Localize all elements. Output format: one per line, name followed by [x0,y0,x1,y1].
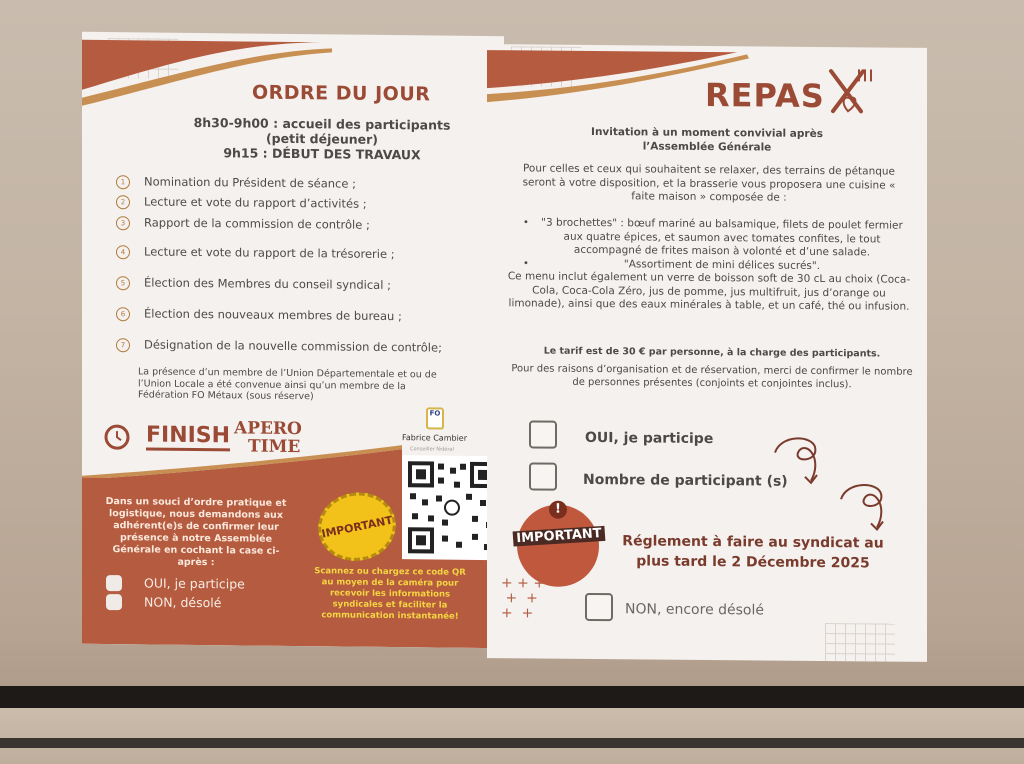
important-badge: IMPORTANT [312,486,402,568]
menu-bullet: "Assortiment de mini délices sucrés". [623,258,821,272]
presence-note: La présence d’un membre de l’Union Départementale et ou de l’Union Locale a été convenue ainsi qu’un membre de la Fédération FO Métaux (sous réserve) [138,366,437,403]
invitation-line: l’Assemblée Générale [642,140,772,154]
page-title: REPAS [705,75,825,116]
agenda-item: 3 Rapport de la commission de contrôle ; [116,215,370,232]
bullet-marker: • [523,258,529,270]
yes-checkbox[interactable] [529,420,557,448]
menu-drinks-paragraph: Ce menu inclut également un verre de boisson soft de 30 cL au choix (Coca-Cola, Coca-Cola Zéro, jus de pomme, jus multifruit, jus d’orange ou limonade), ainsi que des eaux minérales à table, et un café, thé ou infusion. [507,270,911,313]
contact-name: Fabrice Cambier [402,433,468,443]
count-checkbox[interactable] [529,462,557,490]
yes-checkbox[interactable] [106,575,122,591]
left-page [82,32,504,648]
curly-arrow-icon [837,479,907,536]
no-checkbox[interactable] [585,593,613,621]
important-label: IMPORTANT [513,526,606,547]
fork-knife-heart-icon [823,67,873,121]
yes-option-label: OUI, je participe [144,575,245,592]
yes-option-label: OUI, je participe [585,429,714,448]
screen-frame [0,686,1024,708]
agenda-item: 6 Élection des nouveaux membres de bureau ; [116,306,402,323]
floor-area [0,708,1024,764]
agenda-item: 7 Désignation de la nouvelle commission de contrôle; [116,337,442,355]
bullet-marker: • [523,217,529,229]
payment-deadline-line: Réglement à faire au syndicat au [622,533,884,552]
no-option-label: NON, désolé [144,594,222,611]
schedule-line: (petit déjeuner) [265,130,379,147]
page-title: ORDRE DU JOUR [252,81,431,106]
qr-instructions: Scannez ou chargez ce code QR au moyen de la caméra pour recevoir les informations syndicales et faciliter la communication instantanée! [314,566,466,622]
price-line: Le tarif est de 30 € par personne, à la charge des participants. [543,345,881,360]
exclamation-icon: ! [549,501,567,519]
schedule-line: 9h15 : DÉBUT DES TRAVAUX [223,145,421,163]
apero-time-label: APERO TIME [234,418,302,458]
intro-paragraph: Pour celles et ceux qui souhaitent se relaxer, des terrains de pétanque seront à votre disposition, et la brasserie vous proposera une cuisine « faite maison » composée de : [522,162,896,204]
no-option-label: NON, encore désolé [625,601,764,619]
sparkle-decoration: + + + + + + + [501,575,546,622]
fo-logo: FO [426,407,444,429]
right-page [487,44,927,662]
menu-bullet: "3 brochettes" : bœuf mariné au balsamique, filets de poulet fermier aux quatre épices, et saumon avec tomates confites, le tout accompagné de frites maison à volonté et d’une salade. [541,216,903,259]
agenda-item: 5 Élection des Membres du conseil syndical ; [116,275,391,292]
no-checkbox[interactable] [106,594,122,610]
agenda-item: 2 Lecture et vote du rapport d’activités ; [116,194,367,211]
finish-label: FINISH [146,422,230,451]
agenda-item: 1 Nomination du Président de séance ; [116,174,356,191]
grid-decoration [825,623,895,662]
reservation-paragraph: Pour des raisons d’organisation et de réservation, merci de confirmer le nombre de personnes présentes (conjoints et conjointes inclus). [511,363,913,391]
payment-deadline-line: plus tard le 2 Décembre 2025 [636,553,870,572]
confirm-instructions: Dans un souci d’ordre pratique et logistique, nous demandons aux adhérent(e)s de confirmer leur présence à notre Assemblée Générale en cochant la case ci-après : [105,496,287,569]
screen-frame-edge [0,738,1024,748]
agenda-item: 4 Lecture et vote du rapport de la trésorerie ; [116,244,395,261]
count-option-label: Nombre de participant (s) [583,471,788,490]
invitation-line: Invitation à un moment convivial après [591,125,823,141]
contact-subtitle: Conseiller fédéral [410,446,454,453]
schedule-line: 8h30-9h00 : accueil des participants [193,114,451,133]
